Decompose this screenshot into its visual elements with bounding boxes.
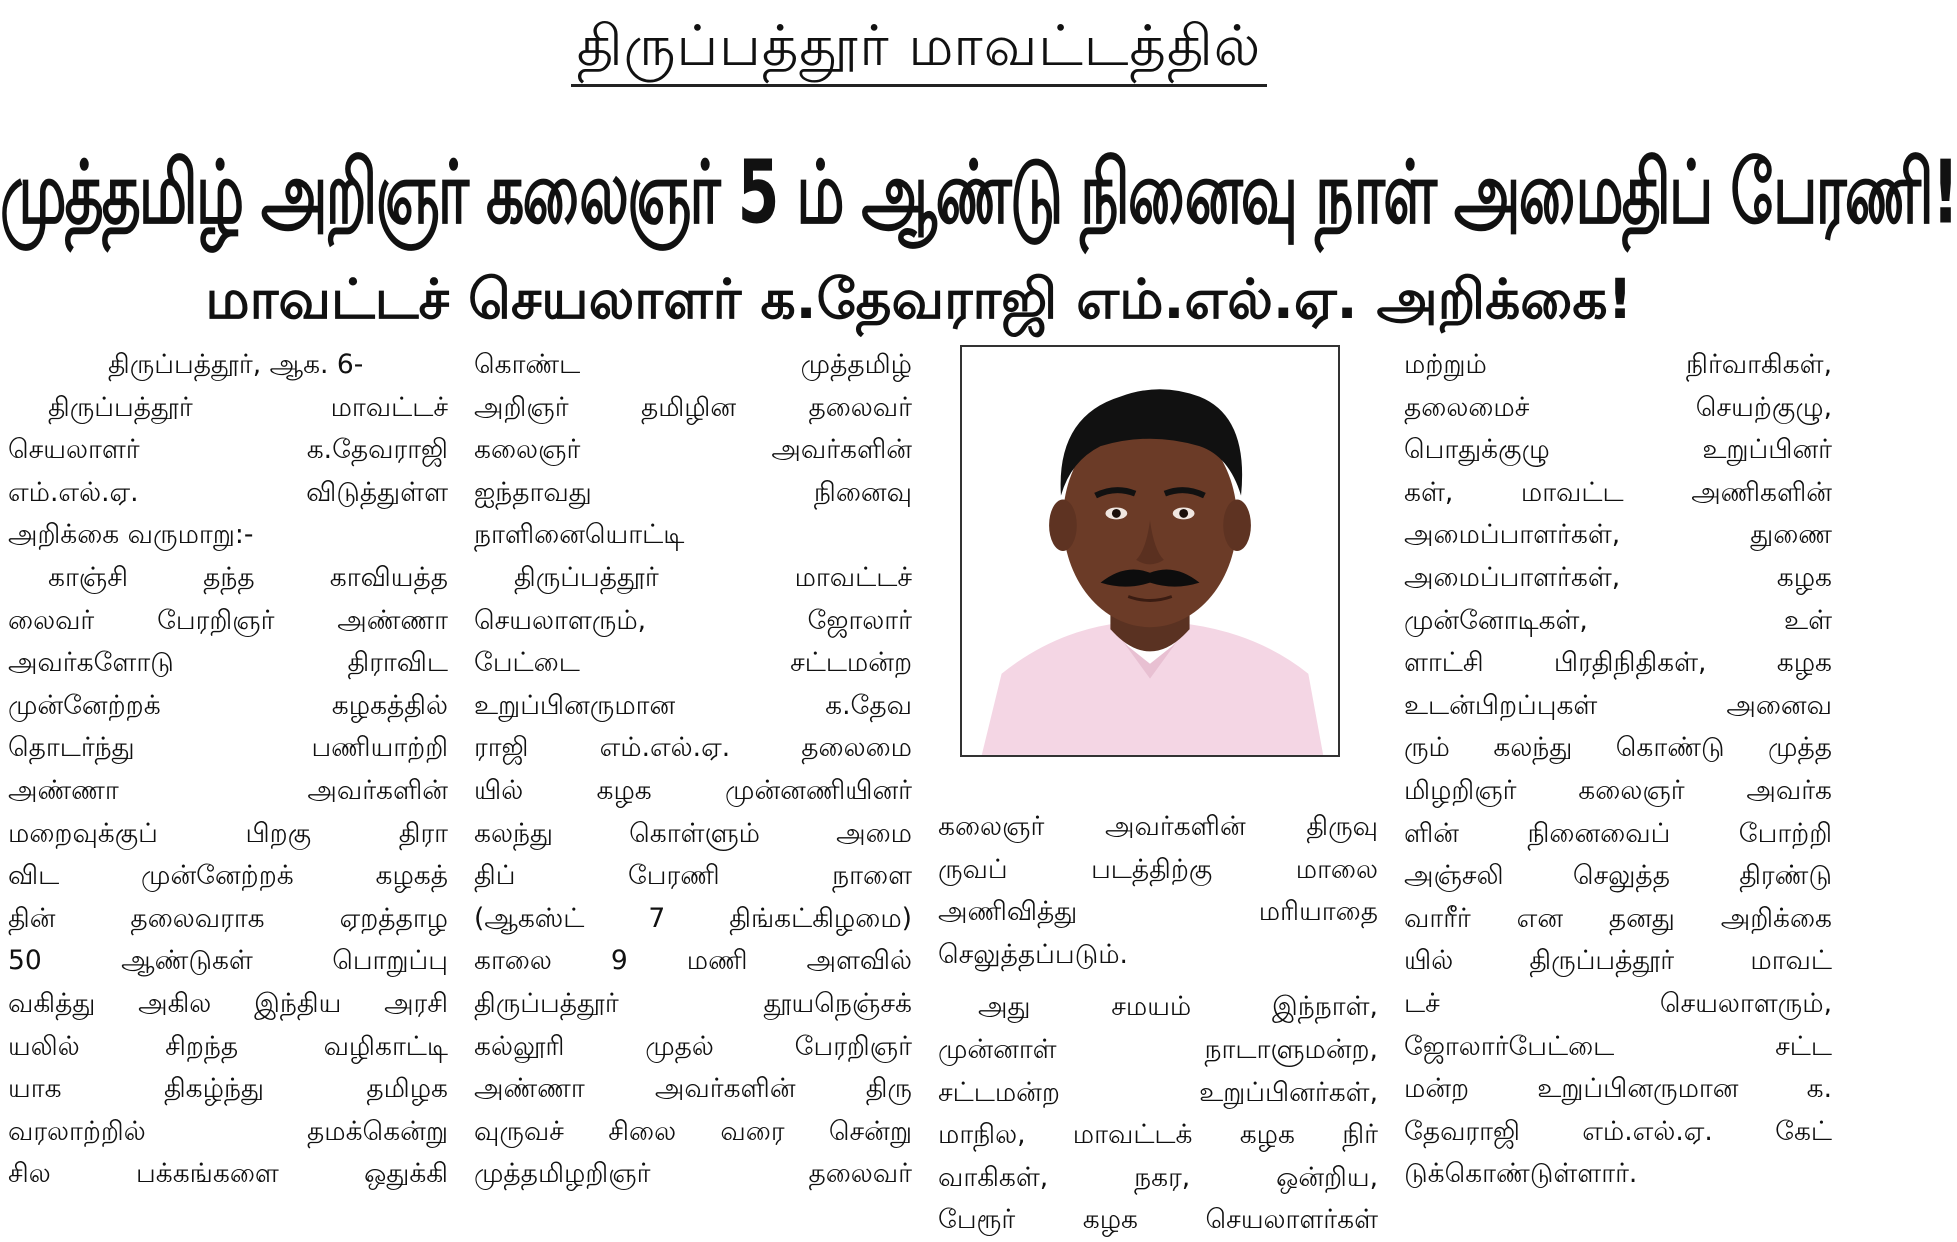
column-line: ருவப் படத்திற்கு மாலை [938, 853, 1378, 885]
dateline: திருப்பத்தூர், ஆக. 6- [108, 349, 364, 380]
sub-headline: மாவட்டச் செயலாளர் க.தேவராஜி எம்.எல்.ஏ. அறிக்கை! [205, 267, 1633, 331]
column-line: அணிவித்து மரியாதை [938, 896, 1378, 928]
column-line: உறுப்பினருமான க.தேவ [474, 689, 912, 721]
portrait-photo [960, 345, 1340, 757]
column-line: கொண்ட முத்தமிழ் [474, 349, 912, 380]
column-line: செயலாளரும், ஜோலார் [474, 604, 912, 636]
article-column-4 [1404, 344, 1832, 1204]
column-line: வகித்து அகில இந்திய அரசி [8, 987, 448, 1019]
column-line: பேட்டை சட்டமன்ற [474, 647, 912, 679]
column-line: அமைப்பாளர்கள், கழக [1404, 561, 1832, 593]
article-column-3 [938, 806, 1378, 1236]
column-line: சட்டமன்ற உறுப்பினர்கள், [938, 1076, 1378, 1108]
column-line: மறைவுக்குப் பிறகு திரா [8, 817, 448, 849]
column-line: திப் பேரணி நாளை [474, 860, 912, 892]
column-line: காலை 9 மணி அளவில் [474, 945, 912, 977]
column-line: டுக்கொண்டுள்ளார். [1404, 1158, 1638, 1190]
column-line: கலந்து கொள்ளும் அமை [474, 817, 912, 849]
column-line: லைவர் பேரறிஞர் அண்ணா [8, 604, 448, 636]
column-line: தின் தலைவராக ஏறத்தாழ [8, 902, 448, 934]
column-line: ளின் நினைவைப் போற்றி [1404, 817, 1832, 849]
column-line: யலில் சிறந்த வழிகாட்டி [8, 1030, 448, 1062]
column-line: ஜோலார்பேட்டை சட்ட [1404, 1030, 1832, 1062]
column-line: முன்னோடிகள், உள் [1404, 604, 1832, 636]
article-column-1 [8, 344, 448, 1204]
main-headline: முத்தமிழ் அறிஞர் கலைஞர் 5 ம் ஆண்டு நினைவு நாள் அமைதிப் பேரணி! [0, 142, 1957, 245]
column-line: முன்னேற்றக் கழகத்தில் [8, 689, 448, 721]
column-line: அஞ்சலி செலுத்த திரண்டு [1404, 860, 1832, 892]
column-line: வுருவச் சிலை வரை சென்று [474, 1115, 912, 1147]
column-line: எம்.எல்.ஏ. விடுத்துள்ள [8, 476, 448, 508]
column-line: மற்றும் நிர்வாகிகள், [1404, 349, 1832, 380]
column-line: யில் கழக முன்னணியினர் [474, 774, 912, 806]
column-line: அமைப்பாளர்கள், துணை [1404, 519, 1832, 551]
column-line: ரும் கலந்து கொண்டு முத்த [1404, 732, 1832, 764]
column-line: மிழறிஞர் கலைஞர் அவர்க [1404, 774, 1832, 806]
column-line: தொடர்ந்து பணியாற்றி [8, 732, 448, 764]
column-line: அது சமயம் இந்நாள், [978, 991, 1378, 1023]
column-line: செயலாளர் க.தேவராஜி [8, 434, 448, 466]
column-line: முன்னாள் நாடாளுமன்ற, [938, 1033, 1378, 1065]
column-line: வாகிகள், நகர, ஒன்றிய, [938, 1161, 1378, 1193]
column-line: நாளினையொட்டி [474, 519, 685, 551]
column-line: சில பக்கங்களை ஒதுக்கி [8, 1158, 448, 1190]
portrait-icon [962, 347, 1338, 755]
column-line: கல்லூரி முதல் பேரறிஞர் [474, 1030, 912, 1062]
column-line: அண்ணா அவர்களின் [8, 774, 448, 806]
column-line: பேரூர் கழக செயலாளர்கள் [938, 1204, 1378, 1236]
column-line: ஐந்தாவது நினைவு [474, 476, 912, 508]
column-line: டச் செயலாளரும், [1404, 987, 1832, 1019]
column-line: (ஆகஸ்ட் 7 திங்கட்கிழமை) [474, 902, 912, 934]
column-line: உடன்பிறப்புகள் அனைவ [1404, 689, 1832, 721]
column-line: கலைஞர் அவர்களின் [474, 434, 912, 466]
column-line: ளாட்சி பிரதிநிதிகள், கழக [1404, 647, 1832, 679]
column-line: அண்ணா அவர்களின் திரு [474, 1073, 912, 1105]
column-line: பொதுக்குழு உறுப்பினர் [1404, 434, 1832, 466]
column-line: மன்ற உறுப்பினருமான க. [1404, 1073, 1832, 1105]
column-line: வாரீர் என தனது அறிக்கை [1404, 902, 1832, 934]
column-line: அவர்களோடு திராவிட [8, 647, 448, 679]
column-line: தேவராஜி எம்.எல்.ஏ. கேட் [1404, 1115, 1832, 1147]
column-line: காஞ்சி தந்த காவியத்த [48, 561, 448, 593]
column-line: கள், மாவட்ட அணிகளின் [1404, 476, 1832, 508]
article-column-2 [474, 344, 912, 1204]
column-line: யில் திருப்பத்தூர் மாவட் [1404, 945, 1832, 977]
column-line: முத்தமிழறிஞர் தலைவர் [474, 1158, 912, 1190]
column-line: ராஜி எம்.எல்.ஏ. தலைமை [474, 732, 912, 764]
kicker-heading [0, 14, 1838, 87]
column-line: யாக திகழ்ந்து தமிழக [8, 1073, 448, 1105]
column-line: 50 ஆண்டுகள் பொறுப்பு [8, 945, 448, 977]
column-line: கலைஞர் அவர்களின் திருவு [938, 811, 1378, 842]
column-line: மாநில, மாவட்டக் கழக நிர் [938, 1119, 1378, 1151]
kicker-text: திருப்பத்தூர் மாவட்டத்தில் [571, 14, 1268, 87]
column-line: வரலாற்றில் தமக்கென்று [8, 1115, 448, 1147]
column-line: விட முன்னேற்றக் கழகத் [8, 860, 448, 892]
column-line: செலுத்தப்படும். [938, 938, 1128, 970]
column-line: திருப்பத்தூர் தூயநெஞ்சக் [474, 987, 912, 1019]
column-line: அறிக்கை வருமாறு:- [8, 519, 254, 551]
column-line: தலைமைச் செயற்குழு, [1404, 391, 1832, 423]
column-line: அறிஞர் தமிழின தலைவர் [474, 391, 912, 423]
column-line: திருப்பத்தூர் மாவட்டச் [48, 391, 448, 423]
column-line: திருப்பத்தூர் மாவட்டச் [514, 561, 912, 593]
